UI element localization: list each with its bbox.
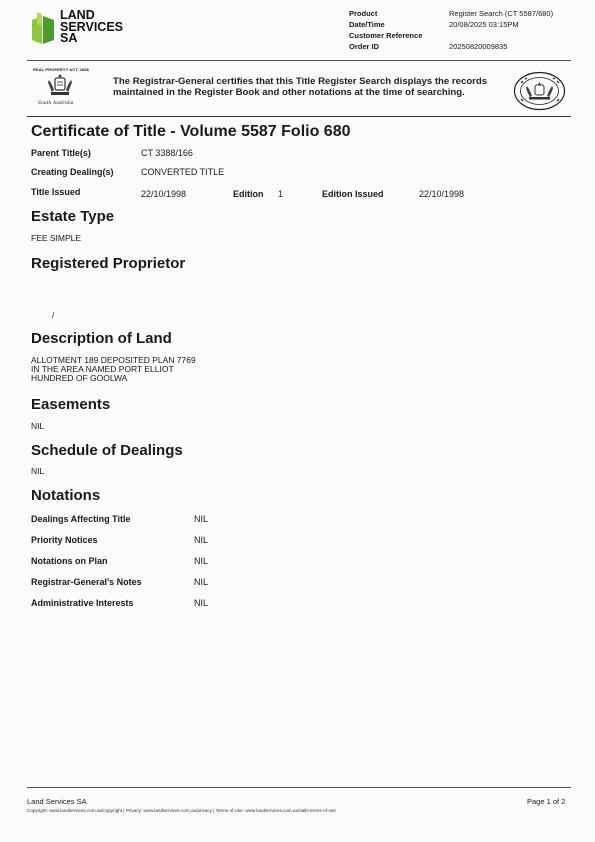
notation-row-notations-on-plan [31, 556, 331, 568]
meta-row-order-id [349, 41, 569, 52]
registered-proprietor-heading: Registered Proprietor [31, 255, 186, 272]
meta-label: Order ID [349, 42, 380, 51]
notation-row-priority-notices [31, 535, 331, 547]
notation-value: NIL [194, 598, 209, 608]
notation-value: NIL [194, 556, 209, 566]
banner-divider [27, 116, 571, 117]
notations-heading: Notations [31, 487, 101, 504]
meta-row-product [349, 8, 569, 19]
meta-value: Register Search (CT 5587/680) [449, 9, 554, 18]
notation-label: Registrar-General's Notes [31, 577, 142, 587]
edition-issued-value: 22/10/1998 [419, 189, 465, 199]
land-line: HUNDRED OF GOOLWA [31, 373, 128, 383]
notation-row-dealings-affecting-title [31, 514, 331, 526]
title-issued-label: Title Issued [31, 187, 81, 197]
footer-divider [27, 787, 571, 788]
meta-label: Date/Time [349, 20, 385, 29]
order-meta [349, 8, 569, 52]
registrar-general-seal-icon [513, 71, 566, 111]
edition-issued-label: Edition Issued [322, 189, 384, 199]
land-line: IN THE AREA NAMED PORT ELLIOT [31, 364, 174, 374]
notation-label: Notations on Plan [31, 556, 108, 566]
certification-statement: The Registrar-General certifies that this Title Register Search displays the records maintained in the Register Book and other notations at the time of searching. [113, 76, 488, 98]
notation-row-registrar-generals-notes [31, 577, 331, 589]
notation-label: Administrative Interests [31, 598, 134, 608]
notation-row-administrative-interests [31, 598, 331, 610]
parent-title-label: Parent Title(s) [31, 148, 91, 158]
estate-type-value: FEE SIMPLE [31, 233, 82, 243]
footer-copyright-links: Copyright: www.landservices.com.au/copyright | Privacy: www.landservices.com.au/privacy | Terms of Use: www.landservices.com.au/sails-terms-of-use [27, 808, 336, 813]
meta-row-datetime [349, 19, 569, 30]
land-services-logo-icon [30, 10, 56, 46]
edition-value: 1 [278, 189, 284, 199]
easements-heading: Easements [31, 396, 111, 413]
sa-crest-icon [46, 72, 74, 98]
proprietor-mark: / [52, 311, 55, 320]
estate-type-heading: Estate Type [31, 208, 115, 225]
meta-label: Product [349, 9, 378, 18]
notation-label: Dealings Affecting Title [31, 514, 131, 524]
title-issued-value: 22/10/1998 [141, 189, 187, 199]
footer-organisation: Land Services SA [27, 797, 87, 806]
land-description [31, 356, 196, 383]
logo-line-2: SERVICES [60, 19, 123, 34]
notation-value: NIL [194, 577, 209, 587]
logo-line-3: SA [60, 31, 78, 45]
page-number: Page 1 of 2 [527, 797, 566, 806]
meta-row-customer-reference [349, 30, 569, 41]
crest-caption: South Australia [38, 101, 74, 106]
logo-wordmark [60, 10, 123, 45]
schedule-of-dealings-heading: Schedule of Dealings [31, 442, 183, 459]
edition-label: Edition [233, 189, 264, 199]
meta-value: 20/08/2025 03:15PM [449, 20, 519, 29]
logo-line-1: LAND [60, 8, 95, 22]
easements-value: NIL [31, 421, 45, 431]
description-of-land-heading: Description of Land [31, 330, 172, 347]
meta-label: Customer Reference [349, 31, 423, 40]
notation-value: NIL [194, 514, 209, 524]
creating-dealing-value: CONVERTED TITLE [141, 167, 225, 177]
notation-value: NIL [194, 535, 209, 545]
notation-label: Priority Notices [31, 535, 98, 545]
certificate-title: Certificate of Title - Volume 5587 Folio 680 [31, 123, 351, 140]
header-divider [27, 60, 571, 61]
meta-value: 20250820009835 [449, 42, 508, 51]
schedule-of-dealings-value: NIL [31, 466, 45, 476]
land-line: ALLOTMENT 189 DEPOSITED PLAN 7769 [31, 355, 196, 365]
act-label: REAL PROPERTY ACT, 1886 [33, 67, 90, 72]
creating-dealing-label: Creating Dealing(s) [31, 167, 114, 177]
parent-title-value: CT 3388/166 [141, 148, 193, 158]
